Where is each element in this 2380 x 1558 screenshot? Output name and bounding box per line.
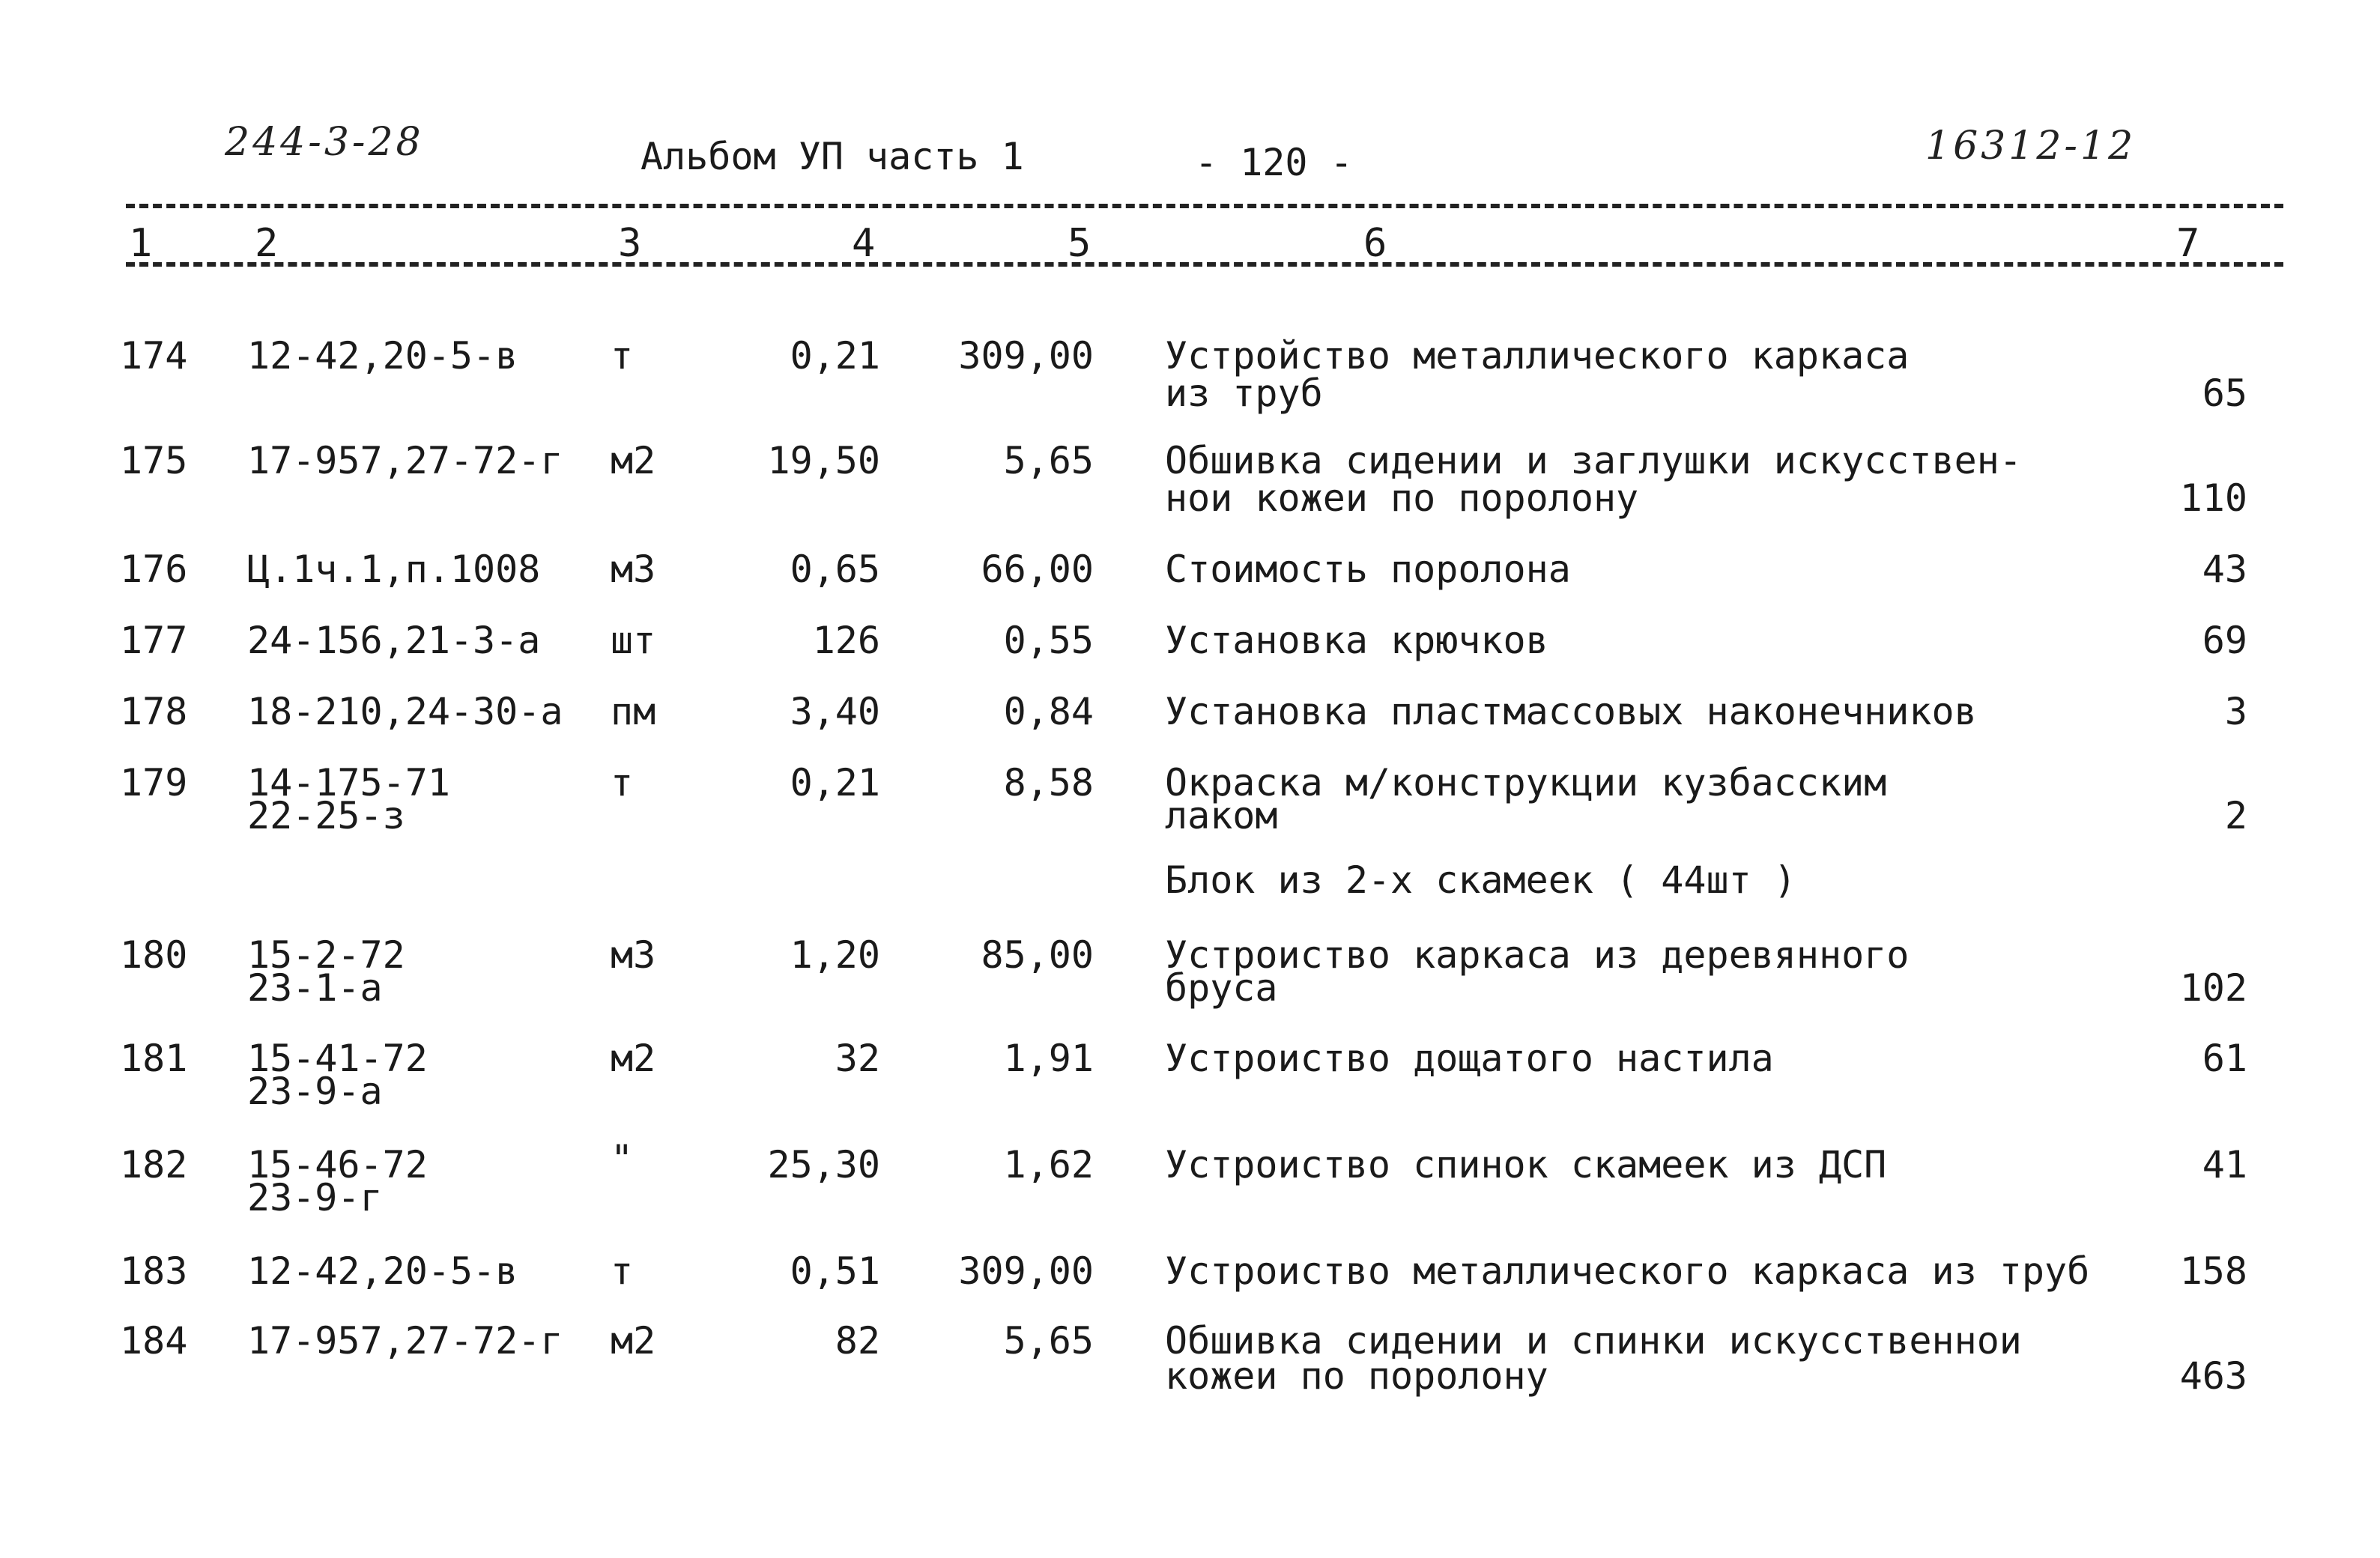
description-line: из труб: [1165, 372, 1323, 415]
unit: т: [611, 761, 634, 804]
quantity: 0,21: [790, 761, 880, 804]
unit: т: [611, 1249, 634, 1293]
rate-code: 12-42,20-5-в: [247, 1249, 518, 1293]
row-number: 181: [120, 1037, 188, 1080]
rate-code: Ц.1ч.1,п.1008: [247, 548, 541, 591]
rate-code: 15-46-72: [247, 1143, 428, 1186]
total-cost: 61: [2202, 1037, 2247, 1080]
unit-price: 5,65: [1003, 1319, 1094, 1363]
rate-code: 23-9-а: [247, 1070, 383, 1113]
description-line: нои кожеи по поролону: [1165, 476, 1639, 520]
column-number: 4: [852, 221, 876, 266]
unit-price: 309,00: [958, 1249, 1094, 1293]
rate-code: 22-25-з: [247, 794, 405, 837]
page-number: - 120 -: [1195, 141, 1353, 184]
description-line: Устроиство каркаса из деревянного: [1165, 933, 1910, 977]
quantity: 32: [835, 1037, 880, 1080]
description-line: бруса: [1165, 966, 1278, 1010]
quantity: 3,40: [790, 690, 880, 733]
description-line: Установка крючков: [1165, 619, 1548, 662]
total-cost: 2: [2224, 794, 2247, 837]
total-cost: 102: [2179, 966, 2247, 1010]
unit-price: 309,00: [958, 334, 1094, 378]
unit: м2: [611, 1319, 656, 1363]
rate-code: 15-41-72: [247, 1037, 428, 1080]
quantity: 82: [835, 1319, 880, 1363]
album-title: Альбом УП часть 1: [641, 135, 1024, 178]
description-line: Устроиство дощатого настила: [1165, 1037, 1774, 1080]
section-heading: Блок из 2-х скамеек ( 44шт ): [1165, 858, 1796, 902]
quantity: 1,20: [790, 933, 880, 977]
column-number: 1: [129, 221, 153, 266]
row-number: 180: [120, 933, 188, 977]
unit: м2: [611, 439, 656, 482]
unit-price: 5,65: [1003, 439, 1094, 482]
row-number: 184: [120, 1319, 188, 1363]
description-line: Устроиство металлического каркаса из труб: [1165, 1249, 2090, 1293]
unit: м3: [611, 933, 656, 977]
total-cost: 3: [2224, 690, 2247, 733]
row-number: 182: [120, 1143, 188, 1186]
description-line: Обшивка сидении и заглушки искусствен-: [1165, 439, 2022, 482]
unit: шт: [611, 619, 656, 662]
total-cost: 69: [2202, 619, 2247, 662]
description-line: Обшивка сидении и спинки искусственнои: [1165, 1319, 2022, 1363]
rate-code: 14-175-71: [247, 761, 450, 804]
rate-code: 23-9-г: [247, 1176, 383, 1219]
row-number: 178: [120, 690, 188, 733]
column-number: 3: [618, 221, 642, 266]
row-number: 179: [120, 761, 188, 804]
unit-price: 1,62: [1003, 1143, 1094, 1186]
total-cost: 41: [2202, 1143, 2247, 1186]
column-number: 2: [255, 221, 279, 266]
row-number: 177: [120, 619, 188, 662]
quantity: 19,50: [767, 439, 880, 482]
rate-code: 15-2-72: [247, 933, 405, 977]
rate-code: 12-42,20-5-в: [247, 334, 518, 378]
unit-price: 0,55: [1003, 619, 1094, 662]
column-number: 7: [2176, 221, 2200, 266]
total-cost: 463: [2179, 1354, 2247, 1398]
total-cost: 65: [2202, 372, 2247, 415]
unit: ": [611, 1137, 634, 1180]
quantity: 0,51: [790, 1249, 880, 1293]
total-cost: 43: [2202, 548, 2247, 591]
total-cost: 110: [2179, 476, 2247, 520]
quantity: 0,21: [790, 334, 880, 378]
unit-price: 66,00: [981, 548, 1094, 591]
row-number: 174: [120, 334, 188, 378]
unit: м2: [611, 1037, 656, 1080]
header-dashed-rule: [126, 262, 2283, 267]
row-number: 183: [120, 1249, 188, 1293]
rate-code: 17-957,27-72-г: [247, 439, 563, 482]
row-number: 176: [120, 548, 188, 591]
unit: м3: [611, 548, 656, 591]
unit-price: 85,00: [981, 933, 1094, 977]
unit: пм: [611, 690, 656, 733]
description-line: лаком: [1165, 794, 1278, 837]
rate-code: 17-957,27-72-г: [247, 1319, 563, 1363]
top-dashed-rule: [126, 204, 2283, 208]
description-line: Окраска м/конструкции кузбасским: [1165, 761, 1887, 804]
total-cost: 158: [2179, 1249, 2247, 1293]
column-number: 6: [1363, 221, 1387, 266]
quantity: 25,30: [767, 1143, 880, 1186]
handwritten-code-right: 16312-12: [1925, 124, 2137, 169]
quantity: 126: [812, 619, 880, 662]
handwritten-code-left: 244-3-28: [225, 120, 424, 165]
description-line: Стоимость поролона: [1165, 548, 1571, 591]
unit-price: 1,91: [1003, 1037, 1094, 1080]
quantity: 0,65: [790, 548, 880, 591]
column-number: 5: [1068, 221, 1091, 266]
row-number: 175: [120, 439, 188, 482]
unit-price: 0,84: [1003, 690, 1094, 733]
description-line: кожеи по поролону: [1165, 1354, 1548, 1398]
rate-code: 24-156,21-3-а: [247, 619, 541, 662]
description-line: Устройство металлического каркаса: [1165, 334, 1910, 378]
description-line: Установка пластмассовых наконечников: [1165, 690, 1977, 733]
unit-price: 8,58: [1003, 761, 1094, 804]
description-line: Устроиство спинок скамеек из ДСП: [1165, 1143, 1887, 1186]
unit: т: [611, 334, 634, 378]
rate-code: 18-210,24-30-а: [247, 690, 563, 733]
rate-code: 23-1-а: [247, 966, 383, 1010]
